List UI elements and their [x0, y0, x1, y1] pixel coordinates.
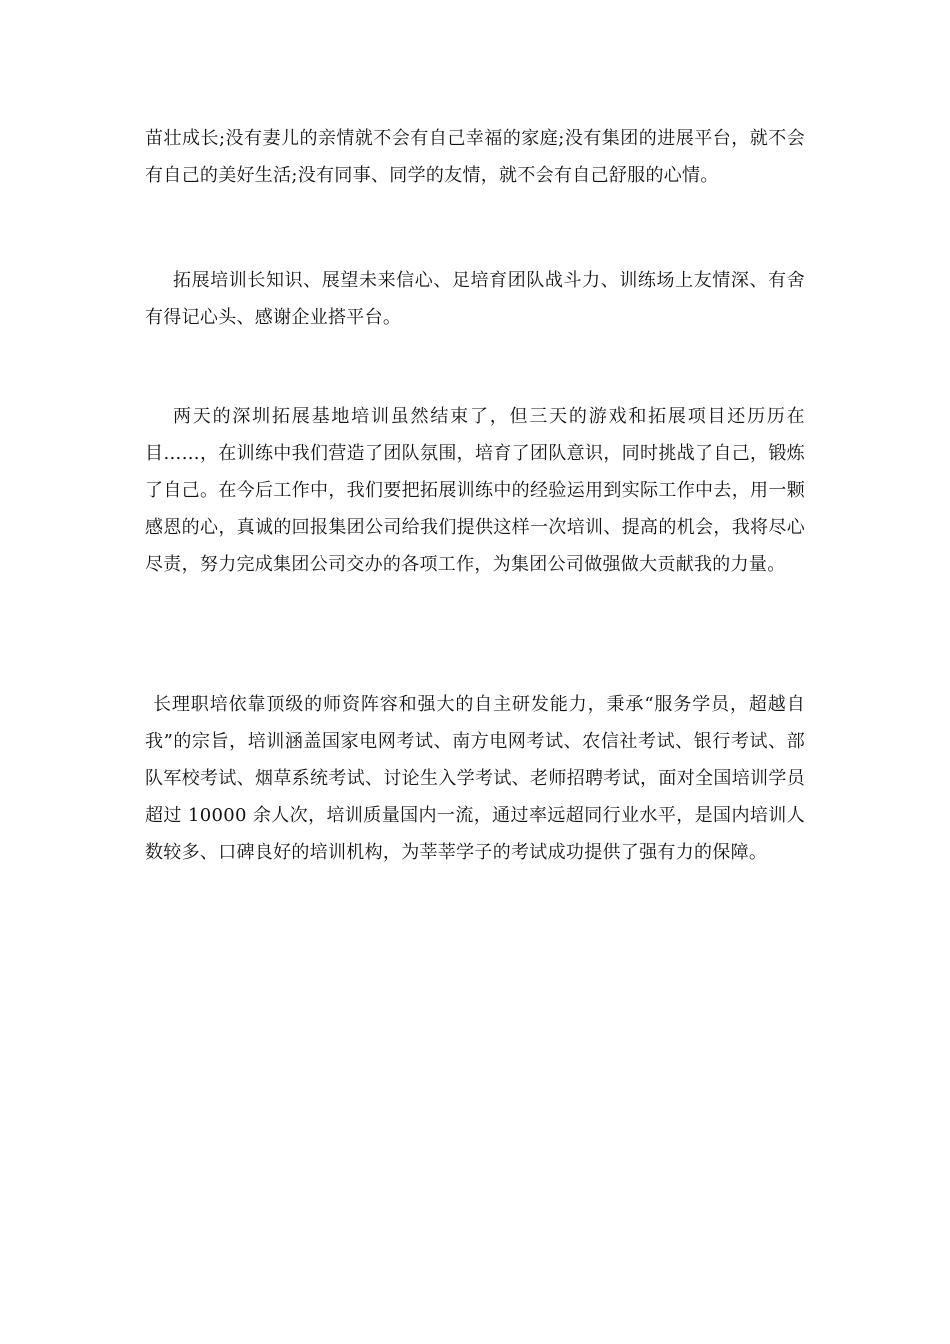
paragraph-training-reflection: 两天的深圳拓展基地培训虽然结束了，但三天的游戏和拓展项目还历历在目……，在训练中我们营造了团队氛围，培育了团队意识，同时挑战了自己，锻炼了自己。在今后工作中，我们要把拓展训练中的经验运用到实际工作中去，用一颗感恩的心，真诚的回报集团公司给我们提供这样一次培训、提高的机会，我将尽心尽责，努力完成集团公司交办的各项工作，为集团公司做强做大贡献我的力量。 — [145, 406, 805, 575]
paragraph-gratitude-continued: 苗壮成长;没有妻儿的亲情就不会有自己幸福的家庭;没有集团的进展平台，就不会有自己的美好生活;没有同事、同学的友情，就不会有自己舒服的心情。 — [145, 128, 805, 186]
paragraph-training-summary: 拓展培训长知识、展望未来信心、足培育团队战斗力、训练场上友情深、有舍有得记心头、感谢企业搭平台。 — [145, 270, 805, 328]
paragraph-institution-promo: 长理职培依靠顶级的师资阵容和强大的自主研发能力，秉承“服务学员，超越自我”的宗旨，培训涵盖国家电网考试、南方电网考试、农信社考试、银行考试、部队军校考试、烟草系统考试、讨论生入学考试、老师招聘考试，面对全国培训学员超过 10000 余人次，培训质量国内一流，通过率远超同行业水平，是国内培训人数较多、口碑良好的培训机构，为莘莘学子的考试成功提供了强有力的保障。 — [145, 694, 805, 863]
